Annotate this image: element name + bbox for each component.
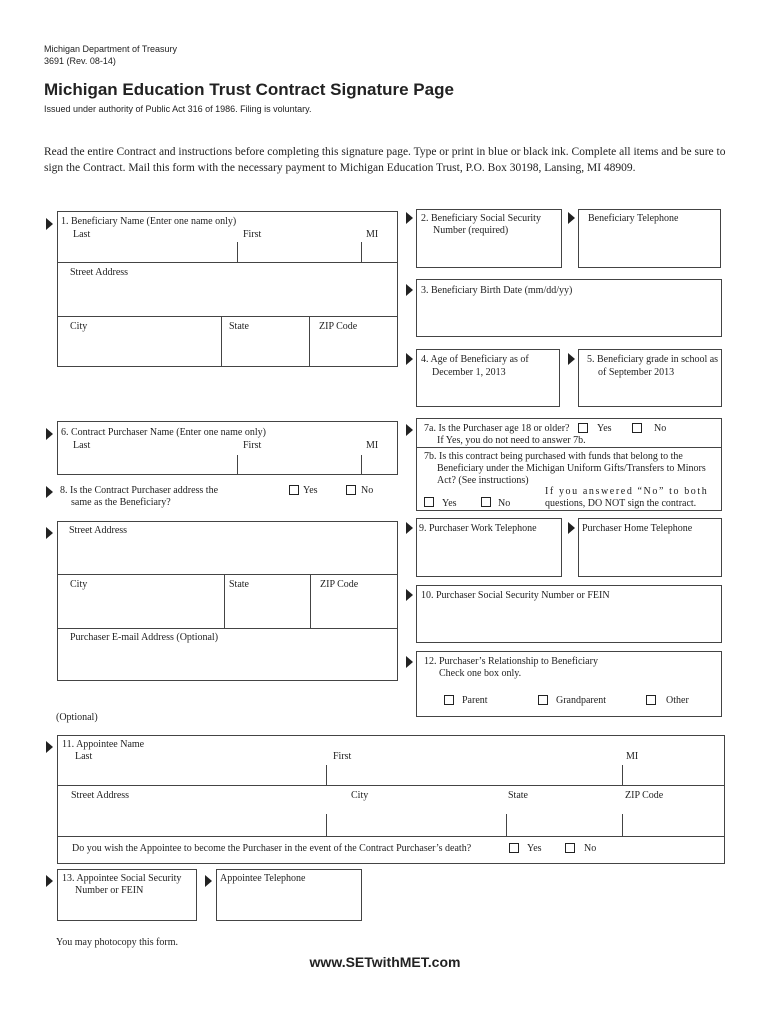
arrow-icon <box>406 212 413 224</box>
appointee-state-label: State <box>508 790 528 801</box>
appointee-successor-question: Do you wish the Appointee to become the Purchaser in the event of the Contract Purchaser’s death? <box>72 843 472 854</box>
other-label: Other <box>666 695 689 706</box>
relationship-label: 12. Purchaser’s Relationship to Beneficiary <box>424 656 598 667</box>
other-checkbox[interactable] <box>646 695 656 705</box>
arrow-icon <box>406 424 413 436</box>
appointee-street-label: Street Address <box>71 790 130 801</box>
appointee-city-label: City <box>351 790 369 801</box>
beneficiary-last-label: Last <box>73 229 91 240</box>
purchaser-last-label: Last <box>73 440 91 451</box>
arrow-icon <box>46 428 53 440</box>
q7b-label-2: Beneficiary under the Michigan Uniform Gifts/Transfers to Minors <box>437 463 706 474</box>
department-name: Michigan Department of Treasury <box>44 44 178 54</box>
q7a-no-label: No <box>654 423 667 434</box>
purchaser-name-label: 6. Contract Purchaser Name (Enter one name only) <box>61 427 266 438</box>
authority-note: Issued under authority of Public Act 316 of 1986. Filing is voluntary. <box>44 104 312 114</box>
arrow-icon <box>568 353 575 365</box>
arrow-icon <box>406 353 413 365</box>
beneficiary-telephone-label: Beneficiary Telephone <box>588 213 679 224</box>
form-number: 3691 (Rev. 08-14) <box>44 56 116 66</box>
q8-no-checkbox[interactable] <box>346 485 356 495</box>
beneficiary-age-label-2: December 1, 2013 <box>432 367 506 378</box>
q7b-no-checkbox[interactable] <box>481 497 491 507</box>
beneficiary-ssn-label-2: Number (required) <box>433 225 509 236</box>
appointee-zip-label: ZIP Code <box>625 790 664 801</box>
beneficiary-age-label: 4. Age of Beneficiary as of <box>421 354 529 365</box>
arrow-icon <box>406 522 413 534</box>
appointee-mi-label: MI <box>626 751 639 762</box>
q8-label-2: same as the Beneficiary? <box>71 497 171 508</box>
arrow-icon <box>46 218 53 230</box>
q7a-note: If Yes, you do not need to answer 7b. <box>437 435 586 446</box>
q7b-warning-2: questions, DO NOT sign the contract. <box>545 498 697 509</box>
relationship-label-2: Check one box only. <box>439 668 522 679</box>
q7a-no-checkbox[interactable] <box>632 423 642 433</box>
appointee-telephone-label: Appointee Telephone <box>220 873 306 884</box>
q7b-label-3: Act? (See instructions) <box>437 475 529 486</box>
beneficiary-zip-label: ZIP Code <box>319 321 358 332</box>
q8-label: 8. Is the Contract Purchaser address the <box>60 485 219 496</box>
purchaser-state-label: State <box>229 579 249 590</box>
arrow-icon <box>205 875 212 887</box>
grandparent-label: Grandparent <box>556 695 606 706</box>
instructions-text: Read the entire Contract and instructions before completing this signature page. Type or print in blue or black ink. Complete all items and be sure to sign the Contract. Mail this form with the necessary payment to Michigan Education Trust, P.O. Box 30198, Lansing, MI 48909. <box>44 146 726 174</box>
beneficiary-mi-label: MI <box>366 229 379 240</box>
q7a-yes-label: Yes <box>597 423 612 434</box>
q7b-warning: If you answered “No” to both <box>545 486 709 497</box>
appointee-last-label: Last <box>75 751 93 762</box>
appointee-ssn-label: 13. Appointee Social Security <box>62 873 182 884</box>
purchaser-street-label: Street Address <box>69 525 128 536</box>
beneficiary-name-label: 1. Beneficiary Name (Enter one name only) <box>61 216 237 227</box>
appointee-first-label: First <box>333 751 352 762</box>
purchaser-work-phone-label: 9. Purchaser Work Telephone <box>419 523 537 534</box>
arrow-icon <box>46 486 53 498</box>
purchaser-address-box[interactable] <box>57 521 398 681</box>
appointee-name-label: 11. Appointee Name <box>62 739 145 750</box>
arrow-icon <box>46 527 53 539</box>
q8-yes-checkbox[interactable] <box>289 485 299 495</box>
beneficiary-grade-label-2: of September 2013 <box>598 367 675 378</box>
q8-yes-label: Yes <box>303 485 318 496</box>
beneficiary-first-label: First <box>243 229 262 240</box>
purchaser-first-label: First <box>243 440 262 451</box>
grandparent-checkbox[interactable] <box>538 695 548 705</box>
appointee-ssn-label-2: Number or FEIN <box>75 885 144 896</box>
arrow-icon <box>406 284 413 296</box>
purchaser-email-label: Purchaser E-mail Address (Optional) <box>70 632 219 643</box>
successor-no-checkbox[interactable] <box>565 843 575 853</box>
arrow-icon <box>406 656 413 668</box>
successor-yes-label: Yes <box>527 843 542 854</box>
photocopy-note: You may photocopy this form. <box>56 937 179 948</box>
q7b-label: 7b. Is this contract being purchased with funds that belong to the <box>424 451 683 462</box>
arrow-icon <box>568 212 575 224</box>
optional-label: (Optional) <box>56 712 98 723</box>
beneficiary-state-label: State <box>229 321 249 332</box>
arrow-icon <box>568 522 575 534</box>
page-title: Michigan Education Trust Contract Signature Page <box>44 80 454 99</box>
beneficiary-birth-date-label: 3. Beneficiary Birth Date (mm/dd/yy) <box>421 285 573 296</box>
purchaser-mi-label: MI <box>366 440 379 451</box>
beneficiary-city-label: City <box>70 321 88 332</box>
purchaser-city-label: City <box>70 579 88 590</box>
beneficiary-ssn-label: 2. Beneficiary Social Security <box>421 213 541 224</box>
q7a-yes-checkbox[interactable] <box>578 423 588 433</box>
q7a-label: 7a. Is the Purchaser age 18 or older? <box>424 423 570 434</box>
successor-no-label: No <box>584 843 597 854</box>
q8-no-label: No <box>361 485 374 496</box>
purchaser-zip-label: ZIP Code <box>320 579 359 590</box>
q7b-yes-checkbox[interactable] <box>424 497 434 507</box>
arrow-icon <box>406 589 413 601</box>
beneficiary-name-box[interactable] <box>57 211 398 367</box>
q7b-no-label: No <box>498 498 511 509</box>
q7b-yes-label: Yes <box>442 498 457 509</box>
arrow-icon <box>46 741 53 753</box>
parent-label: Parent <box>462 695 488 706</box>
beneficiary-street-label: Street Address <box>70 267 129 278</box>
successor-yes-checkbox[interactable] <box>509 843 519 853</box>
arrow-icon <box>46 875 53 887</box>
beneficiary-grade-label: 5. Beneficiary grade in school as <box>587 354 719 365</box>
purchaser-home-phone-label: Purchaser Home Telephone <box>582 523 693 534</box>
website-link[interactable]: www.SETwithMET.com <box>309 954 461 970</box>
parent-checkbox[interactable] <box>444 695 454 705</box>
purchaser-ssn-label: 10. Purchaser Social Security Number or FEIN <box>421 590 610 601</box>
